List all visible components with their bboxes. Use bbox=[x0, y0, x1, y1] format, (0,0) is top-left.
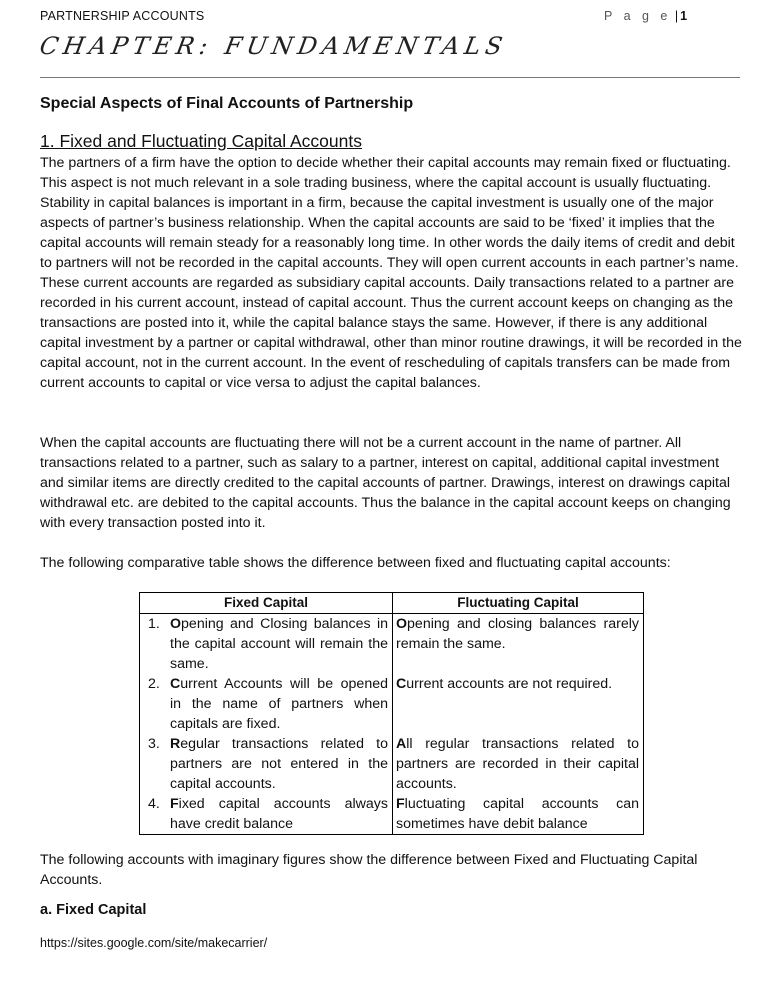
subsection-heading: a. Fixed Capital bbox=[40, 902, 147, 918]
paragraph-accounts-intro: The following accounts with imaginary figures show the difference between Fixed and Fluctuating Capital Accounts. bbox=[40, 852, 698, 888]
cell-text: egular transactions related to partners are not entered in the capital accounts. bbox=[170, 736, 388, 792]
table-row bbox=[140, 674, 644, 734]
initial-letter: C bbox=[170, 676, 181, 692]
initial-letter: F bbox=[396, 796, 405, 812]
cell-text: urrent Accounts will be opened in the name of partners when capitals are fixed. bbox=[170, 676, 388, 732]
fluctuating-cell bbox=[393, 614, 644, 675]
cell-text: luctuating capital accounts can sometimes have debit balance bbox=[396, 796, 639, 832]
cell-text: ll regular transactions related to partners are recorded in their capital accounts. bbox=[396, 736, 639, 792]
header-divider bbox=[40, 77, 740, 78]
table-row bbox=[140, 614, 644, 675]
fixed-cell bbox=[140, 734, 393, 794]
running-header: PARTNERSHIP ACCOUNTS bbox=[40, 9, 205, 23]
fluctuating-cell bbox=[393, 734, 644, 794]
item-number: 4. bbox=[148, 796, 160, 812]
fluctuating-cell bbox=[393, 674, 644, 734]
fixed-cell bbox=[140, 794, 393, 835]
item-number: 2. bbox=[148, 676, 160, 692]
page-indicator bbox=[604, 9, 687, 23]
initial-letter: F bbox=[170, 796, 179, 812]
footer-url: https://sites.google.com/site/makecarrier/ bbox=[40, 936, 268, 950]
initial-letter: R bbox=[170, 736, 181, 752]
section-heading: 1. Fixed and Fluctuating Capital Accounts bbox=[40, 131, 362, 151]
header-fixed-capital: Fixed Capital bbox=[140, 593, 393, 614]
initial-letter: O bbox=[396, 616, 408, 632]
table-header-row bbox=[140, 593, 644, 614]
item-number: 3. bbox=[148, 736, 160, 752]
cell-text: pening and closing balances rarely remain the same. bbox=[396, 616, 639, 652]
page-label: P a g e bbox=[604, 9, 672, 23]
paragraph-fixed-capital: The partners of a firm have the option to decide whether their capital accounts may remain fixed or fluctuating. This aspect is not much relevant in a sole trading business, where the capital account is usually fluctuating. Stability in capital balances is important in a firm, because the capital investment is usually one of the major aspects of partner’s business relationship. When the capital accounts are said to be ‘fixed’ it implies that the capital accounts will remain steady for a reasonably long time. In other words the daily items of credit and debit to partners will not be recorded in the capital accounts. They will open current accounts in each partner’s name. These current accounts are regarded as subsidiary capital accounts. Daily transactions related to a partner are recorded in his current account, instead of capital account. Thus the current account keeps on changing as the transactions are posted into it, while the capital balance stays the same. However, if there is any additional capital investment by a partner or capital withdrawal, other than minor routine drawings, it will be recorded in the capital account, not in the current account. In the event of rescheduling of capitals transfers can be made from current accounts to capital or vice versa to adjust the capital balances. bbox=[40, 155, 742, 391]
cell-text: pening and Closing balances in the capital account will remain the same. bbox=[170, 616, 388, 672]
fluctuating-cell bbox=[393, 794, 644, 835]
table-row bbox=[140, 734, 644, 794]
cell-text: urrent accounts are not required. bbox=[406, 676, 613, 692]
page-number: 1 bbox=[680, 9, 688, 23]
table-row bbox=[140, 794, 644, 835]
header-fluctuating-capital: Fluctuating Capital bbox=[393, 593, 644, 614]
paragraph-fluctuating-capital: When the capital accounts are fluctuating there will not be a current account in the name of partner. All transactions related to a partner, such as salary to a partner, interest on capital, additional capital investment and similar items are directly credited to the capital accounts of partner. Drawings, interest on drawings capital withdrawal etc. are debited to the capital accounts. Thus the balance in the capital account keeps on changing with every transaction posted into it. bbox=[40, 435, 731, 531]
initial-letter: O bbox=[170, 616, 182, 632]
document-title: Special Aspects of Final Accounts of Partnership bbox=[40, 95, 414, 112]
fixed-cell bbox=[140, 614, 393, 675]
item-number: 1. bbox=[148, 616, 160, 632]
initial-letter: A bbox=[396, 736, 407, 752]
chapter-title: CHAPTER: FUNDAMENTALS bbox=[37, 32, 510, 60]
comparison-table bbox=[139, 592, 644, 835]
page-separator: | bbox=[674, 9, 679, 23]
fixed-cell bbox=[140, 674, 393, 734]
cell-text: ixed capital accounts always have credit balance bbox=[170, 796, 388, 832]
paragraph-table-intro: The following comparative table shows the difference between fixed and fluctuating capital accounts: bbox=[40, 555, 671, 571]
initial-letter: C bbox=[396, 676, 407, 692]
